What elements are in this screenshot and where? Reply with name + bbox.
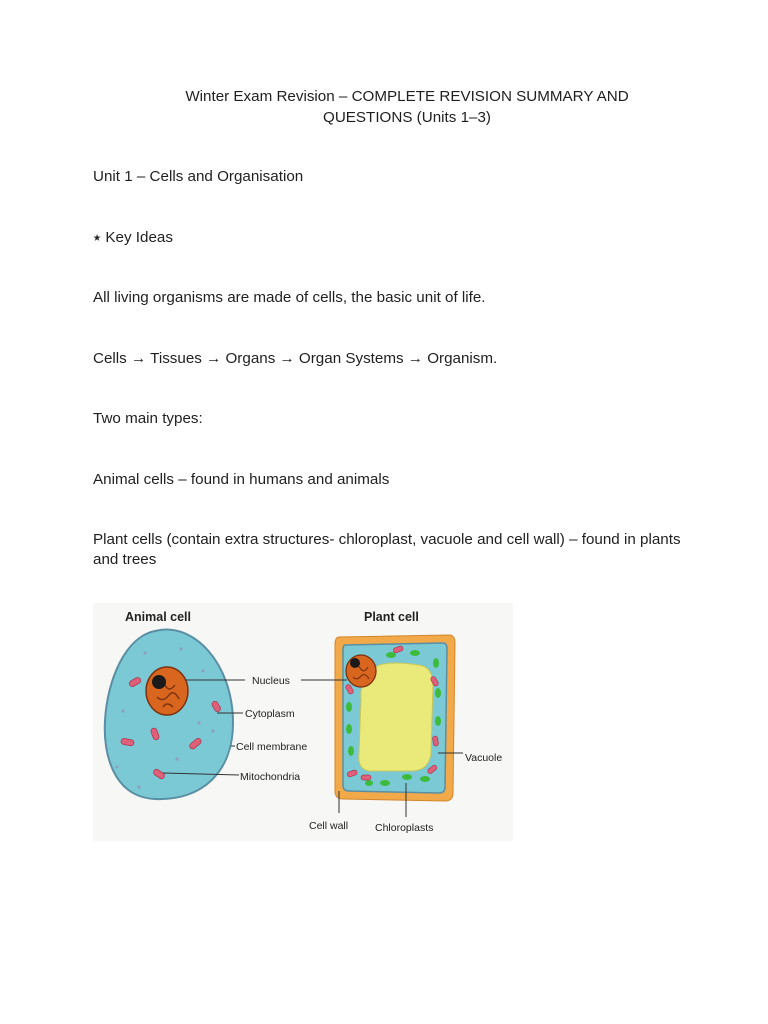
paragraph-plant-cells: Plant cells (contain extra structures- chloroplast, vacuole and cell wall) – found in plants and trees	[93, 531, 681, 568]
title-line-1: Winter Exam Revision – COMPLETE REVISION SUMMARY AND	[185, 88, 629, 105]
paragraph-hierarchy: Cells → Tissues → Organs → Organ Systems → Organism.	[93, 350, 498, 367]
cell-diagram	[93, 603, 513, 841]
paragraph-two-types: Two main types:	[93, 410, 203, 427]
paragraph-animal-cells: Animal cells – found in humans and animals	[93, 471, 390, 488]
label-nucleus: Nucleus	[252, 675, 290, 687]
title-line-2: QUESTIONS (Units 1–3)	[323, 109, 491, 126]
paragraph-living-organisms: All living organisms are made of cells, the basic unit of life.	[93, 289, 486, 306]
document-title	[160, 86, 654, 128]
label-cell-membrane: Cell membrane	[236, 741, 308, 753]
label-cell-wall: Cell wall	[309, 820, 349, 832]
key-ideas-heading: ⭑ Key Ideas	[93, 229, 173, 246]
label-chloroplasts: Chloroplasts	[375, 822, 434, 834]
animal-cell-title: Animal cell	[125, 610, 191, 624]
animal-nucleolus	[152, 675, 166, 689]
plant-nucleus	[346, 655, 376, 687]
label-cytoplasm: Cytoplasm	[245, 708, 295, 720]
plant-nucleolus	[350, 658, 360, 668]
cell-diagram-svg	[93, 603, 513, 841]
label-vacuole: Vacuole	[465, 752, 503, 764]
plant-cell-title: Plant cell	[364, 610, 419, 624]
animal-nucleus	[146, 667, 188, 715]
unit-heading: Unit 1 – Cells and Organisation	[93, 168, 304, 185]
label-mitochondria: Mitochondria	[240, 771, 301, 783]
